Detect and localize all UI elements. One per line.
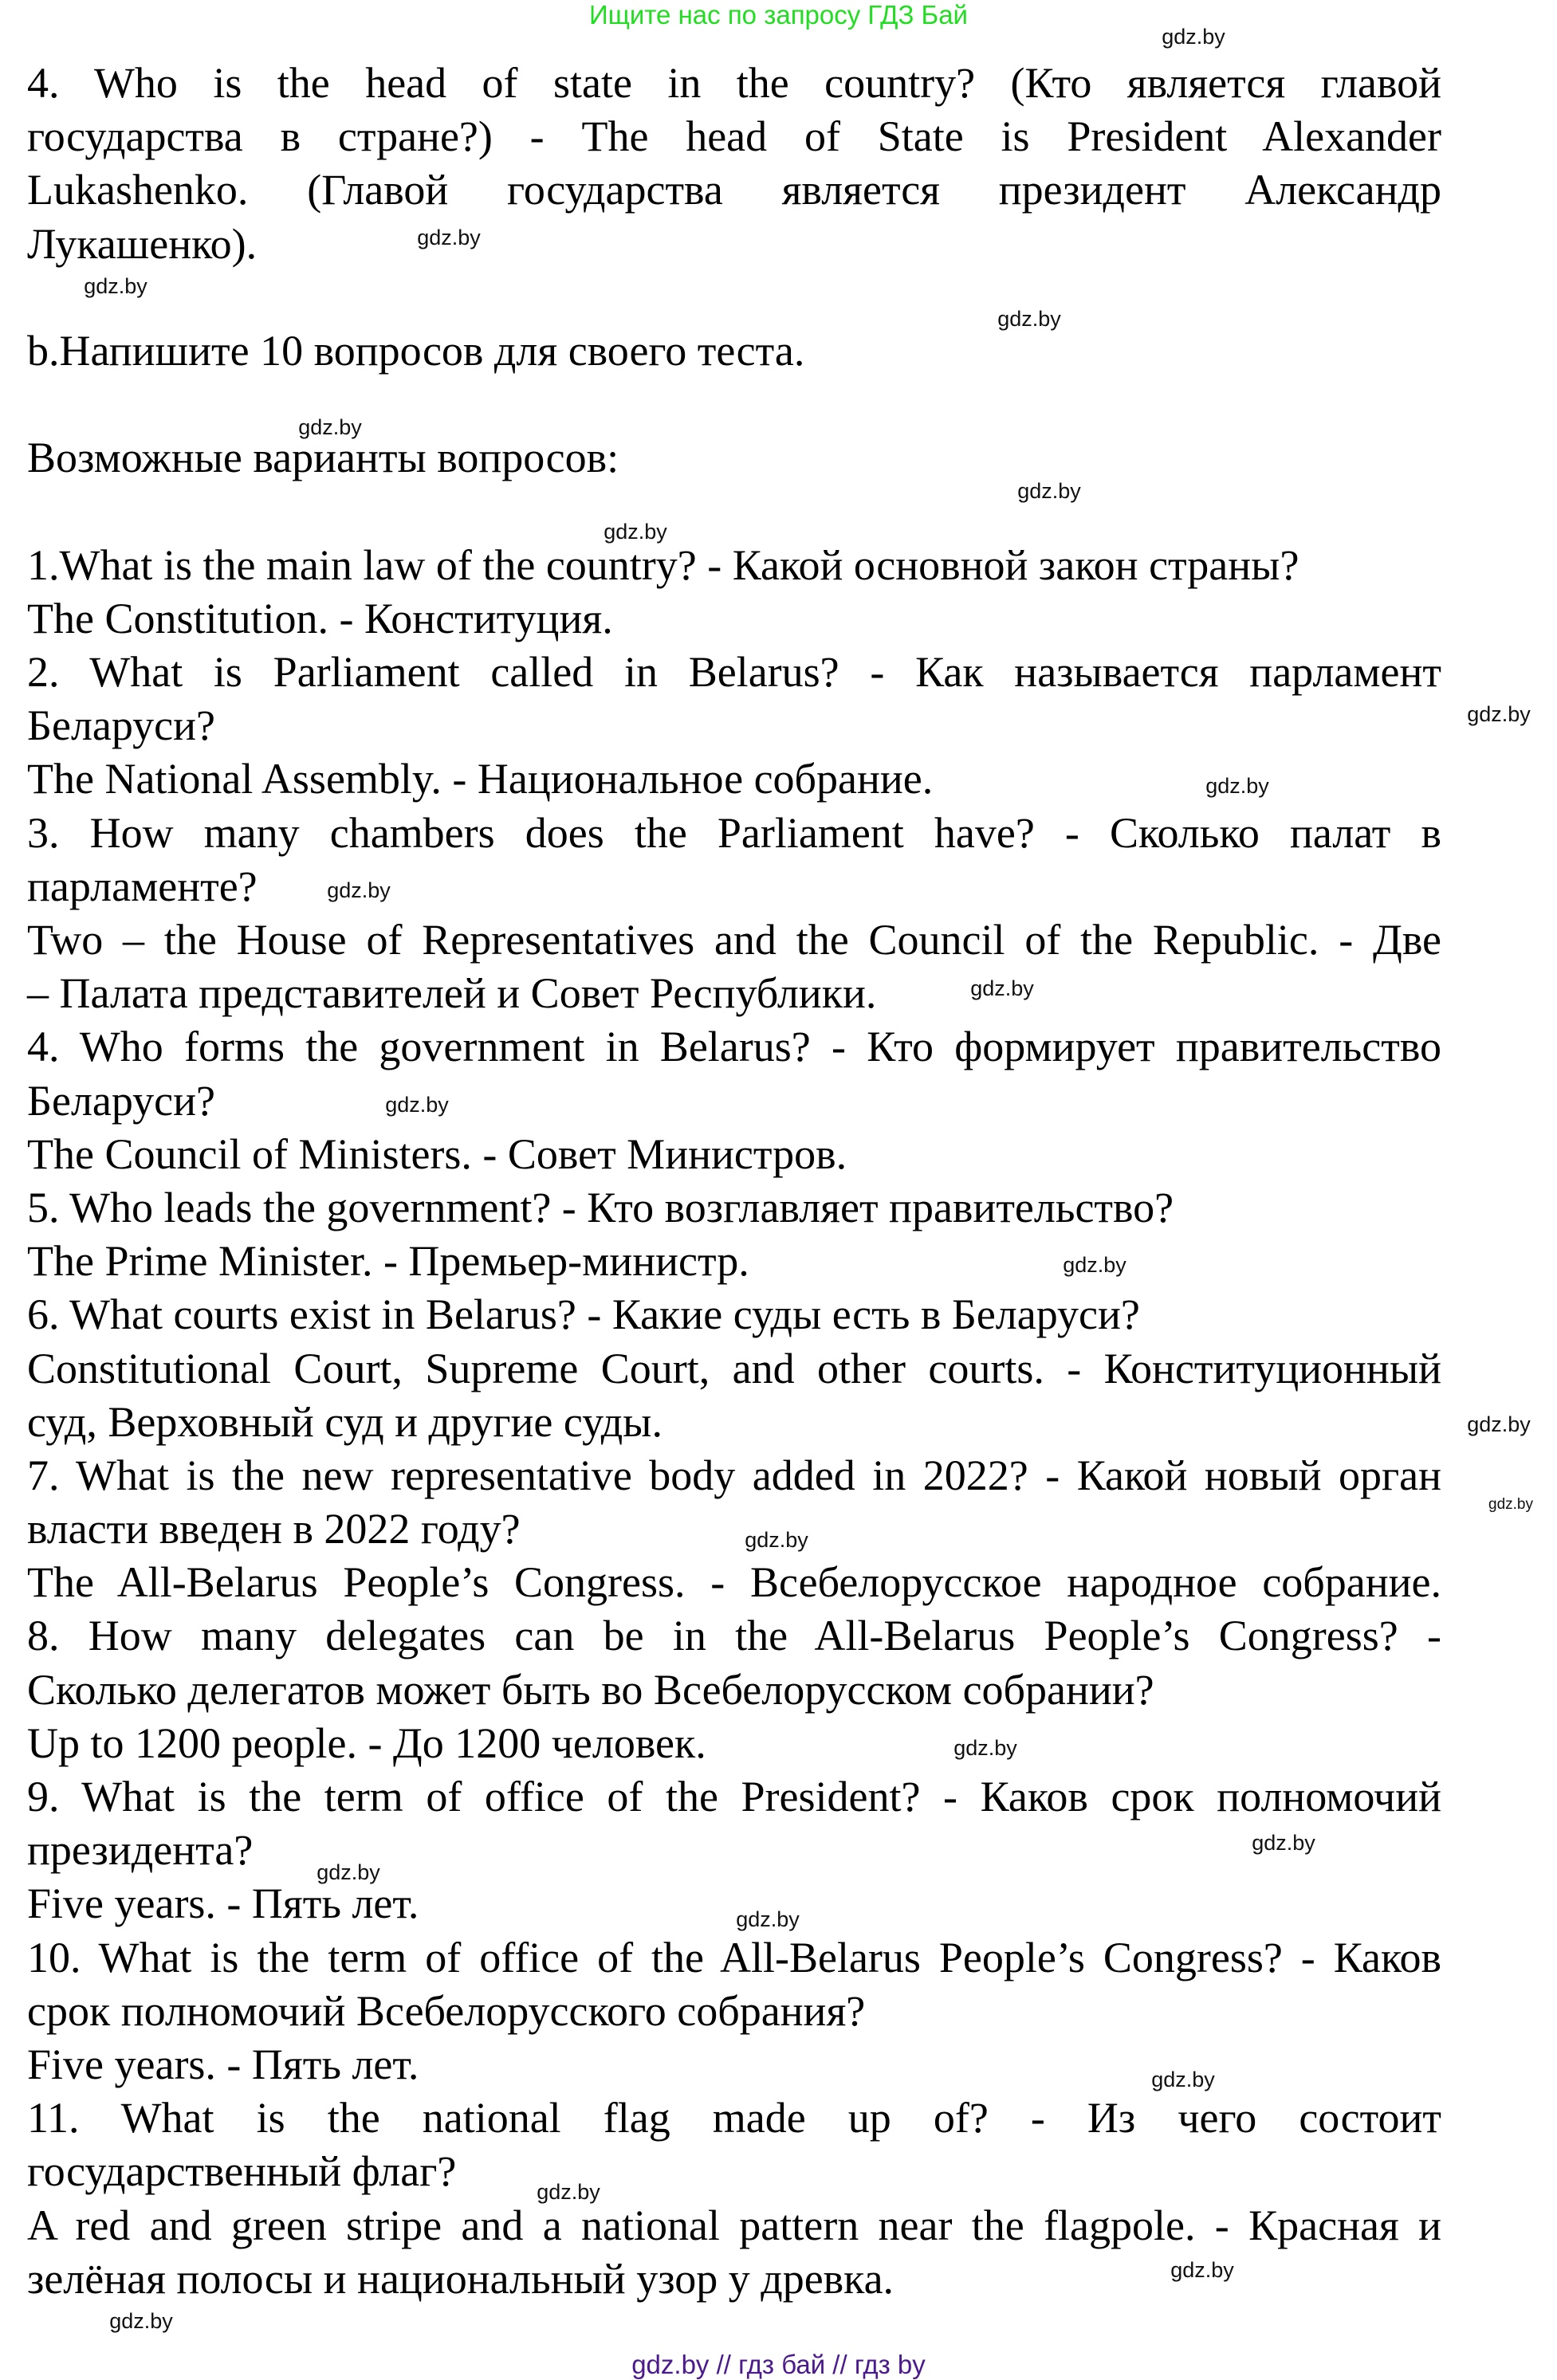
watermark: gdz.by xyxy=(1467,702,1531,726)
text-line: 8. How many delegates can be in the All-Belarus People’s Congress? - xyxy=(27,1612,1441,1660)
text-line: президента? xyxy=(27,1826,254,1875)
text-line: Беларуси? xyxy=(27,701,216,750)
text-line: зелёная полосы и национальный узор у древка. xyxy=(27,2254,894,2303)
text-line: A red and green stripe and a national pattern near the flagpole. - Красная и xyxy=(27,2201,1441,2249)
watermark: gdz.by xyxy=(1063,1253,1126,1277)
text-line: Up to 1200 people. - До 1200 человек. xyxy=(27,1718,706,1767)
text-line: 7. What is the new representative body added in 2022? - Какой новый орган xyxy=(27,1451,1441,1499)
text-line: The Constitution. - Конституция. xyxy=(27,594,613,642)
watermark: gdz.by xyxy=(385,1093,449,1117)
search-banner: Ищите нас по запросу ГДЗ Бай xyxy=(589,0,968,29)
watermark: gdz.by xyxy=(417,226,481,249)
watermark: gdz.by xyxy=(1488,1496,1533,1513)
text-line: 1.What is the main law of the country? - Какой основной закон страны? xyxy=(27,540,1299,589)
text-line: государственный флаг? xyxy=(27,2147,457,2196)
blank-line xyxy=(27,271,1441,324)
text-line: 9. What is the term of office of the President? - Каков срок полномочий xyxy=(27,1773,1441,1820)
text-line: The National Assembly. - Национальное собрание. xyxy=(27,755,934,803)
text-line: Constitutional Court, Supreme Court, and other courts. - Конституционный xyxy=(27,1344,1441,1392)
text-line: 4. Who is the head of state in the country? (Кто является главой xyxy=(27,59,1441,107)
watermark: gdz.by xyxy=(1205,774,1269,798)
watermark: gdz.by xyxy=(1252,1831,1315,1855)
text-line: 3. How many chambers does the Parliament have? - Сколько палат в xyxy=(27,808,1441,857)
text-line: Lukashenko. (Главой государства является президент Александр xyxy=(27,166,1441,214)
watermark: gdz.by xyxy=(84,274,147,298)
watermark: gdz.by xyxy=(953,1736,1017,1760)
text-line: 4. Who forms the government in Belarus? - Кто формирует правительство xyxy=(27,1023,1441,1071)
watermark: gdz.by xyxy=(1017,479,1081,503)
text-line: The Council of Ministers. - Совет Министров. xyxy=(27,1129,847,1178)
text-line: The Prime Minister. - Премьер-министр. xyxy=(27,1237,749,1286)
watermark: gdz.by xyxy=(109,2309,173,2333)
text-line: 5. Who leads the government? - Кто возглавляет правительство? xyxy=(27,1183,1174,1231)
text-line: Лукашенко). xyxy=(27,219,258,268)
text-line: Беларуси? xyxy=(27,1076,216,1125)
watermark: gdz.by xyxy=(1170,2258,1234,2282)
watermark: gdz.by xyxy=(298,415,362,439)
watermark: gdz.by xyxy=(604,520,667,544)
text-line: государства в стране?) - The head of State is President Alexander xyxy=(27,112,1441,161)
text-line: Five years. - Пять лет. xyxy=(27,2040,419,2088)
text-line: власти введен в 2022 году? xyxy=(27,1505,521,1553)
text-line: срок полномочий Всебелорусского собрания? xyxy=(27,1986,866,2035)
blank-line xyxy=(27,485,1441,539)
text-line: Two – the House of Representatives and the Council of the Republic. - Две xyxy=(27,916,1441,964)
watermark: gdz.by xyxy=(1151,2068,1215,2091)
text-line: 6. What courts exist in Belarus? - Какие суды есть в Беларуси? xyxy=(27,1290,1140,1339)
text-line: Five years. - Пять лет. xyxy=(27,1879,419,1928)
watermark: gdz.by xyxy=(537,2180,600,2204)
text-line: парламенте? xyxy=(27,862,258,910)
watermark: gdz.by xyxy=(745,1528,808,1552)
blank-line xyxy=(27,378,1441,431)
watermark: gdz.by xyxy=(1467,1412,1531,1436)
watermark: gdz.by xyxy=(327,878,391,902)
document-body xyxy=(27,57,1441,2306)
watermark: gdz.by xyxy=(317,1860,380,1884)
watermark: gdz.by xyxy=(1162,25,1225,49)
text-line: 2. What is Parliament called in Belarus? - Как называется парламент xyxy=(27,648,1441,697)
watermark: gdz.by xyxy=(736,1907,800,1931)
text-line: The All-Belarus People’s Congress. - Всебелорусское народное собрание. xyxy=(27,1558,1441,1607)
footer-links: gdz.by // гдз бай // гдз by xyxy=(631,2350,926,2379)
text-line: суд, Верховный суд и другие суды. xyxy=(27,1397,663,1446)
text-line: – Палата представителей и Совет Республики. xyxy=(27,969,877,1018)
text-line: b.Напишите 10 вопросов для своего теста. xyxy=(27,326,805,375)
text-line: Сколько делегатов может быть во Всебелорусском собрании? xyxy=(27,1665,1154,1714)
text-line: 11. What is the national flag made up of? - Из чего состоит xyxy=(27,2094,1441,2142)
text-line: 10. What is the term of office of the All-Belarus People’s Congress? - Каков xyxy=(27,1933,1441,1981)
watermark: gdz.by xyxy=(970,976,1034,1000)
text-line: Возможные варианты вопросов: xyxy=(27,434,619,482)
watermark: gdz.by xyxy=(997,307,1061,331)
